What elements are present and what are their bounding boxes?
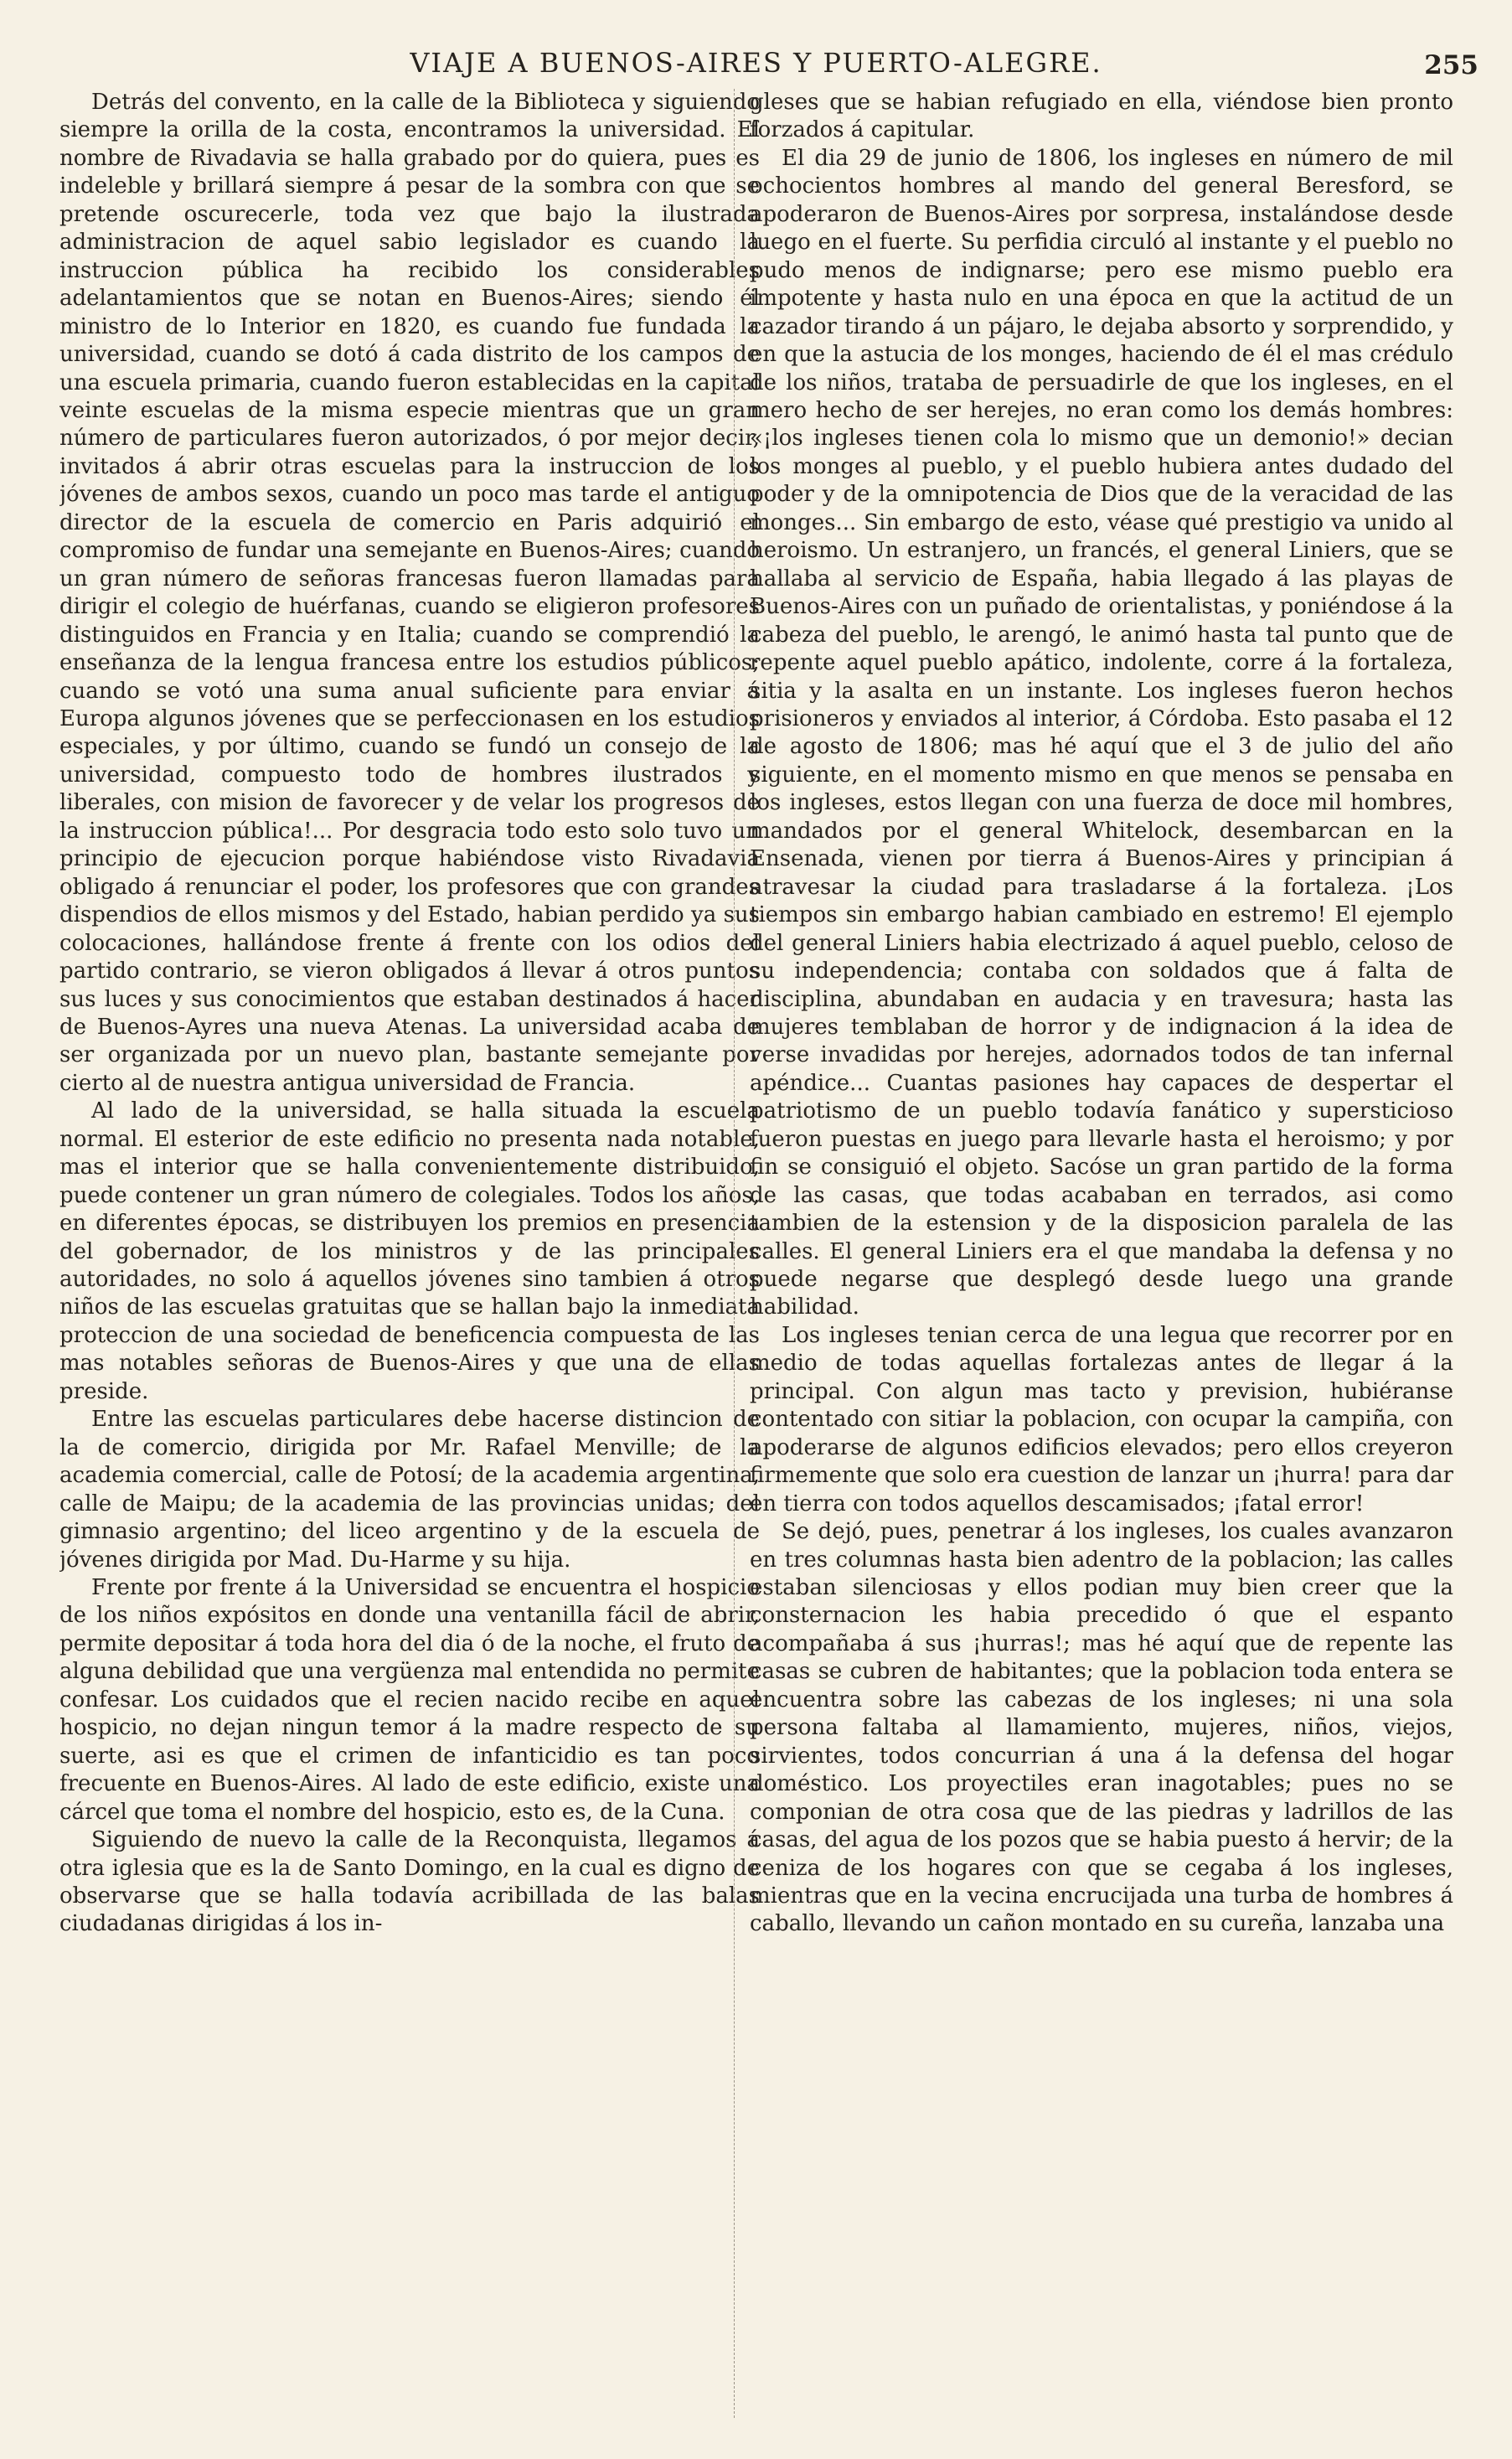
paragraph: Siguiendo de nuevo la calle de la Reconquista, llegamos á otra iglesia que es la de Santo Domingo, en la cual es digno de observarse que se halla todavía acribillada de las balas ciudadanas dirigidas á los in- [59,1827,760,1937]
paragraph: Frente por frente á la Universidad se encuentra el hospicio de los niños expósitos en donde una ventanilla fácil de abrir, permite depositar á toda hora del dia ó de la noche, el fruto de alguna debilidad que una vergüenza mal entendida no permite confesar. Los cuidados que el recien nacido recibe en aquel hospicio, no dejan ningun temor á la madre respecto de su suerte, asi es que el crimen de infanticidio es tan poco frecuente en Buenos-Aires. Al lado de este edificio, existe una cárcel que toma el nombre del hospicio, esto es, de la Cuna. [59,1575,760,1825]
paragraph: Al lado de la universidad, se halla situada la escuela normal. El esterior de este edificio no presenta nada notable, mas el interior que se halla convenientemente distribuido, puede contener un gran número de colegiales. Todos los años, en diferentes épocas, se distribuyen los premios en presencia del gobernador, de los ministros y de las principales autoridades, no solo á aquellos jóvenes sino tambien á otros niños de las escuelas gratuitas que se hallan bajo la inmediata proteccion de una sociedad de beneficencia compuesta de las mas notables señoras de Buenos-Aires y que una de ellas preside. [59,1098,760,1404]
paragraph: El dia 29 de junio de 1806, los ingleses en número de mil ochocientos hombres al mando del general Beresford, se apoderaron de Buenos-Aires por sorpresa, instalándose desde luego en el fuerte. Su perfidia circuló al instante y el pueblo no pudo menos de indignarse; pero ese mismo pueblo era impotente y hasta nulo en una época en que la actitud de un cazador tirando á un pájaro, le dejaba absorto y sorprendido, y en que la astucia de los monges, haciendo de él el mas crédulo de los niños, trataba de persuadirle de que los ingleses, en el mero hecho de ser herejes, no eran como los demás hombres: «¡los ingleses tienen cola lo mismo que un demonio!» decian los monges al pueblo, y el pueblo hubiera antes dudado del poder y de la omnipotencia de Dios que de la veracidad de las monges... Sin embargo de esto, véase qué prestigio va unido al heroismo. Un estranjero, un francés, el general Liniers, que se hallaba al servicio de España, habia llegado á las playas de Buenos-Aires con un puñado de orientalistas, y poniéndose á la cabeza del pueblo, le arengó, le animó hasta tal punto que de repente aquel pueblo apático, indolente, corre á la fortaleza, sitia y la asalta en un instante. Los ingleses fueron hechos prisioneros y enviados al interior, á Córdoba. Esto pasaba el 12 de agosto de 1806; mas hé aquí que el 3 de julio del año siguiente, en el momento mismo en que menos se pensaba en los ingleses, estos llegan con una fuerza de doce mil hombres, mandados por el general Whitelock, desembarcan en la Ensenada, vienen por tierra á Buenos-Aires y principian á atravesar la ciudad para trasladarse á la fortaleza. ¡Los tiempos sin embargo habian cambiado en estremo! El ejemplo del general Liniers habia electrizado á aquel pueblo, celoso de su independencia; contaba con soldados que á falta de disciplina, abundaban en audacia y en travesura; hasta las mujeres temblaban de horror y de indignacion á la idea de verse invadidas por herejes, adornados todos de tan infernal apéndice... Cuantas pasiones hay capaces de despertar el patriotismo de un pueblo todavía fanático y supersticioso fueron puestas en juego para llevarle hasta el heroismo; y por fin se consiguió el objeto. Sacóse un gran partido de la forma de las casas, que todas acababan en terrados, asi como tambien de la estension y de la disposicion paralela de las calles. El general Liniers era el que mandaba la defensa y no puede negarse que desplegó desde luego una grande habilidad. [750,145,1453,1320]
running-header [0,47,1512,85]
paragraph: Entre las escuelas particulares debe hacerse distincion de la de comercio, dirigida por Mr. Rafael Menville; de la academia comercial, calle de Potosí; de la academia argentina, calle de Maipu; de la academia de las provincias unidas; del gimnasio argentino; del liceo argentino y de la escuela de jóvenes dirigida por Mad. Du-Harme y su hija. [59,1407,760,1573]
page-number: 255 [1424,50,1478,80]
running-title: VIAJE A BUENOS-AIRES Y PUERTO-ALEGRE. [410,47,1102,79]
right-column [750,89,1453,2426]
paragraph: Detrás del convento, en la calle de la Biblioteca y siguiendo siempre la orilla de la costa, encontramos la universidad. El nombre de Rivadavia se halla grabado por do quiera, pues es indeleble y brillará siempre á pesar de la sombra con que se pretende oscurecerle, toda vez que bajo la ilustrada administracion de aquel sabio legislador es cuando la instruccion pública ha recibido los considerables adelantamientos que se notan en Buenos-Aires; siendo él ministro de lo Interior en 1820, es cuando fue fundada la universidad, cuando se dotó á cada distrito de los campos de una escuela primaria, cuando fueron establecidas en la capital veinte escuelas de la misma especie mientras que un gran número de particulares fueron autorizados, ó por mejor decir, invitados á abrir otras escuelas para la instruccion de los jóvenes de ambos sexos, cuando un poco mas tarde el antiguo director de la escuela de comercio en Paris adquirió el compromiso de fundar una semejante en Buenos-Aires; cuando un gran número de señoras francesas fueron llamadas para dirigir el colegio de huérfanas, cuando se eligieron profesores distinguidos en Francia y en Italia; cuando se comprendió la enseñanza de la lengua francesa entre los estudios públicos; cuando se votó una suma anual suficiente para enviar á Europa algunos jóvenes que se perfeccionasen en los estudios especiales, y por último, cuando se fundó un consejo de la universidad, compuesto todo de hombres ilustrados y liberales, con mision de favorecer y de velar los progresos de la instruccion pública!... Por desgracia todo esto solo tuvo un principio de ejecucion porque habiéndose visto Rivadavia obligado á renunciar el poder, los profesores que con grandes dispendios de ellos mismos y del Estado, habian perdido ya sus colocaciones, hallándose frente á frente con los odios del partido contrario, se vieron obligados á llevar á otros puntos sus luces y sus conocimientos que estaban destinados á hacer de Buenos-Ayres una nueva Atenas. La universidad acaba de ser organizada por un nuevo plan, bastante semejante por cierto al de nuestra antigua universidad de Francia. [59,90,760,1096]
paragraph-continuation: gleses que se habian refugiado en ella, viéndose bien pronto forzados á capitular. [750,90,1453,143]
left-column [59,89,760,2426]
column-divider [734,89,735,2418]
paragraph: Se dejó, pues, penetrar á los ingleses, los cuales avanzaron en tres columnas hasta bien adentro de la poblacion; las calles estaban silenciosas y ellos podian muy bien creer que la consternacion les habia precedido ó que el espanto acompañaba á sus ¡hurras!; mas hé aquí que de repente las casas se cubren de habitantes; que la poblacion toda entera se encuentra sobre las cabezas de los ingleses; ni una sola persona faltaba al llamamiento, mujeres, niños, viejos, sirvientes, todos concurrian á una á la defensa del hogar doméstico. Los proyectiles eran inagotables; pues no se componian de otra cosa que de las piedras y ladrillos de las casas, del agua de los pozos que se habia puesto á hervir; de la ceniza de los hogares con que se cegaba á los ingleses, mientras que en la vecina encrucijada una turba de hombres á caballo, llevando un cañon montado en su cureña, lanzaba una [750,1519,1453,1937]
paragraph: Los ingleses tenian cerca de una legua que recorrer por en medio de todas aquellas fortalezas antes de llegar á la principal. Con algun mas tacto y prevision, hubiéranse contentado con sitiar la poblacion, con ocupar la campiña, con apoderarse de algunos edificios elevados; pero ellos creyeron firmemente que solo era cuestion de lanzar un ¡hurra! para dar en tierra con todos aquellos descamisados; ¡fatal error! [750,1322,1453,1516]
